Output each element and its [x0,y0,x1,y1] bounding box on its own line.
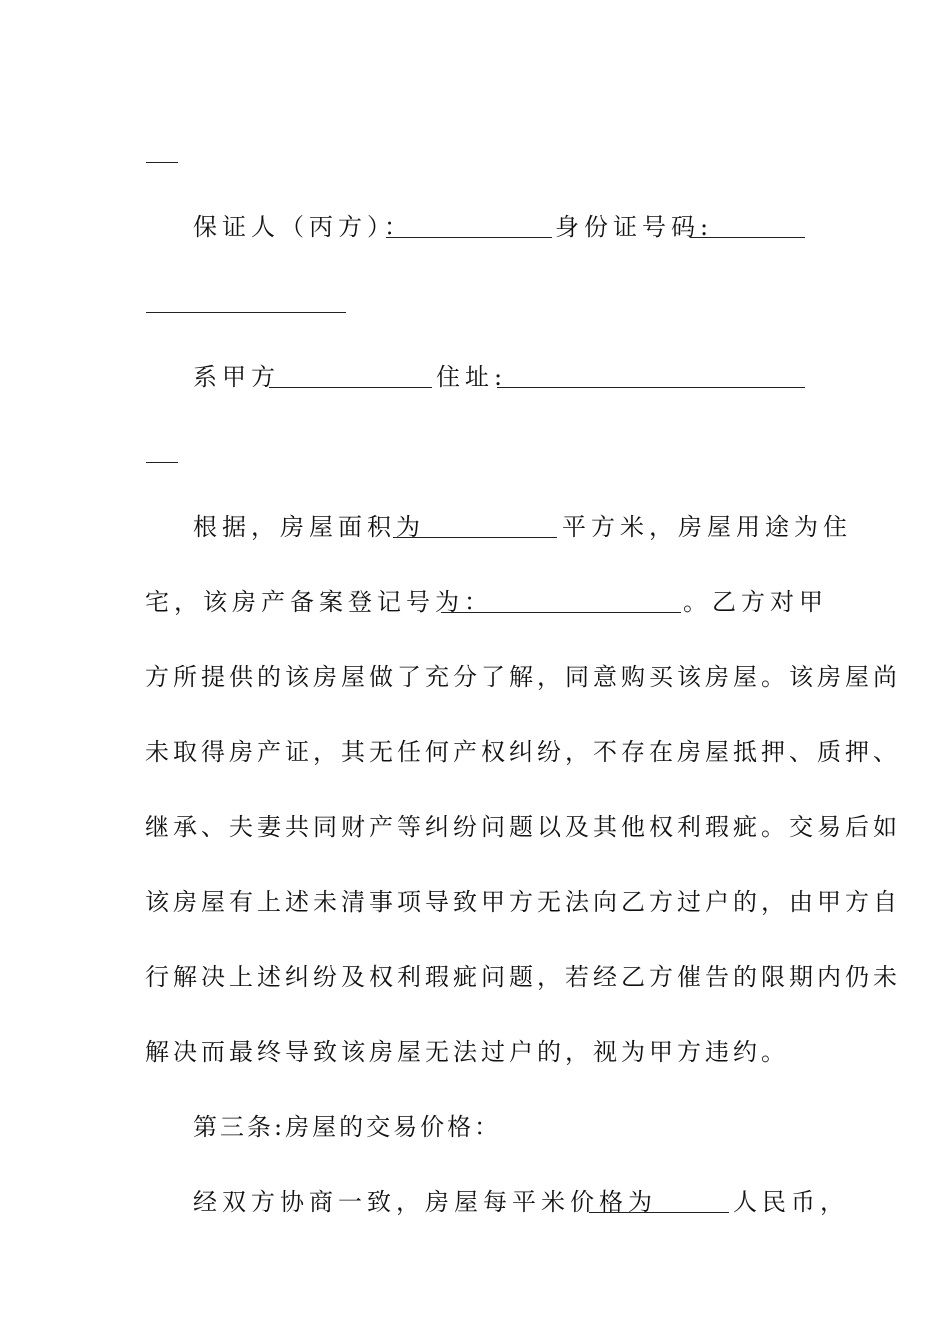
registration-blank[interactable] [441,612,681,613]
paragraph-text: 。乙方对甲 [683,588,828,616]
relation-label: 系甲方 [193,363,280,391]
address-continuation [0,432,950,472]
paragraph-line [0,882,950,922]
paragraph-text: 该房屋有上述未清事项导致甲方无法向乙方过户的，由甲方自 [145,888,901,916]
address-blank[interactable] [497,387,805,388]
currency-label: 人民币， [733,1188,849,1216]
address-label: 住址: [436,363,508,391]
paragraph-text: 解决而最终导致该房屋无法过户的，视为甲方违约。 [145,1038,789,1066]
id-number-label: 身份证号码: [555,213,714,241]
paragraph-line [0,1032,950,1072]
relation-address-line [0,357,950,397]
paragraph-line [0,507,950,547]
paragraph-line [0,732,950,772]
guarantor-label: 保证人（丙方）： [193,213,413,241]
area-label: 根据，房屋面积为 [193,513,425,541]
paragraph-text: 方所提供的该房屋做了充分了解，同意购买该房屋。该房屋尚 [145,663,901,691]
id-number-blank[interactable] [690,237,805,238]
article-three-heading: 第三条:房屋的交易价格： [193,1113,502,1141]
id-number-continuation [0,282,950,322]
paragraph-text: 行解决上述纠纷及权利瑕疵问题，若经乙方催告的限期内仍未 [145,963,901,991]
guarantor-name-blank[interactable] [386,237,552,238]
area-blank[interactable] [393,537,557,538]
carryover-line [0,132,950,172]
paragraph-text: 平方米，房屋用途为住 [562,513,852,541]
paragraph-text: 未取得房产证，其无任何产权纠纷，不存在房屋抵押、质押、 [145,738,901,766]
registration-label: 宅，该房产备案登记号为： [145,588,493,616]
price-label: 经双方协商一致，房屋每平米价格为 [193,1188,657,1216]
address-blank-cont[interactable] [146,462,178,463]
paragraph-line [0,657,950,697]
paragraph-line [0,957,950,997]
article-heading-line [0,1107,950,1147]
relation-blank[interactable] [269,387,432,388]
paragraph-line [0,582,950,622]
guarantor-line [0,207,950,247]
paragraph-text: 继承、夫妻共同财产等纠纷问题以及其他权利瑕疵。交易后如 [145,813,901,841]
price-line [0,1182,950,1222]
blank-field[interactable] [146,162,178,163]
id-number-blank-cont[interactable] [146,312,346,313]
paragraph-line [0,807,950,847]
price-blank[interactable] [589,1212,729,1213]
